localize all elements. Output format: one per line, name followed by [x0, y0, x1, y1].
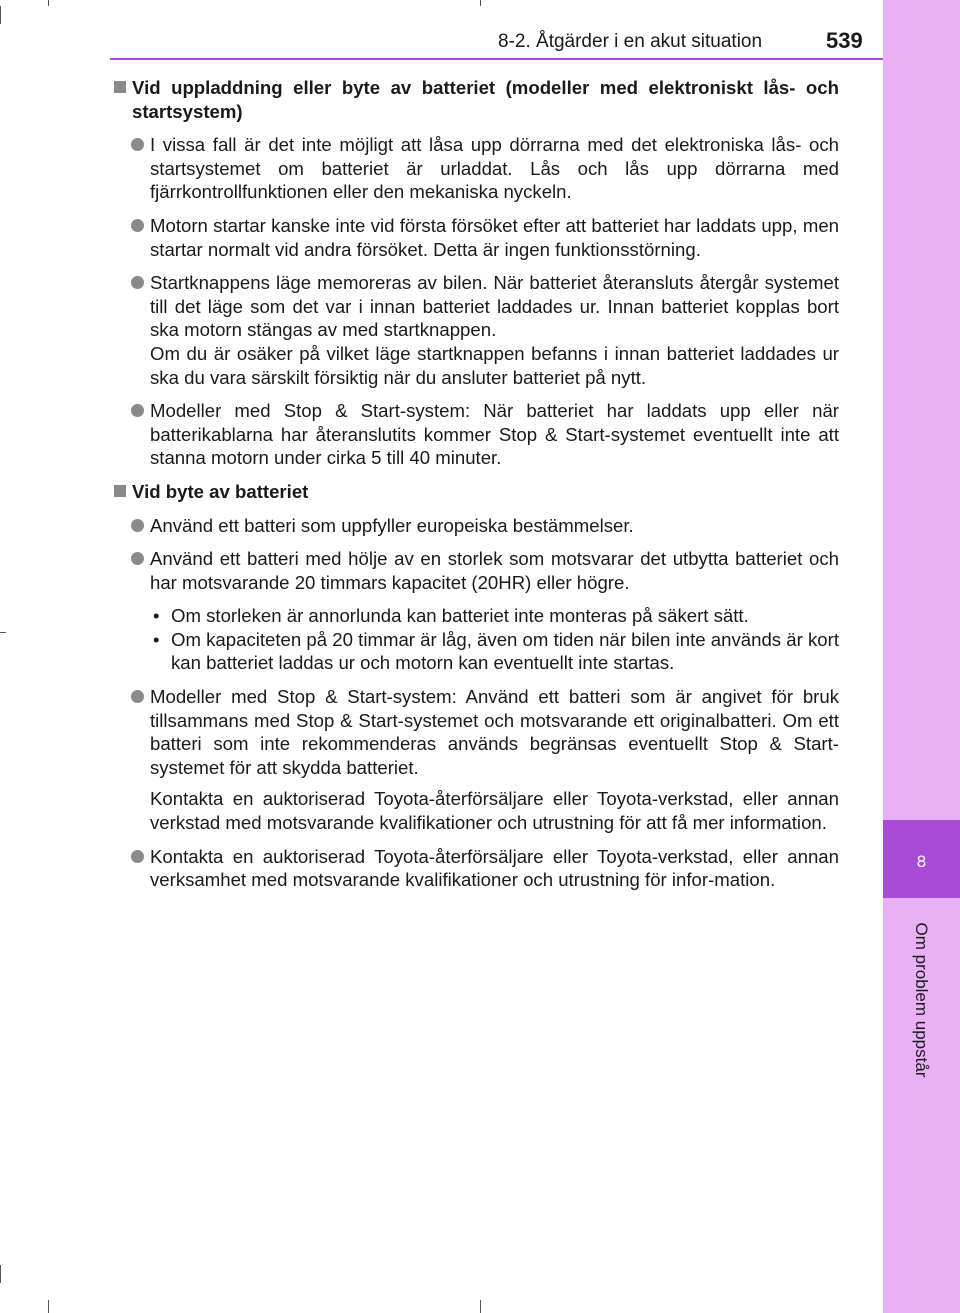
chapter-number: 8 [916, 852, 927, 871]
item-note: Om du är osäker på vilket läge startknappen befanns i innan batteriet laddades ur ska du vara särskilt försiktig när du ansluter batteriet på nytt. [150, 342, 839, 388]
list-item: Modeller med Stop & Start-system: När batteriet har laddats upp eller när batterikablarna har återanslutits kommer Stop & Start-systemet eventuellt inte att stanna motorn under cirka 5 till 40 minuter. [112, 399, 839, 470]
crop-mark [480, 1300, 481, 1313]
circle-bullet-icon [131, 519, 144, 532]
crop-mark [48, 1300, 49, 1313]
circle-bullet-icon [131, 404, 144, 417]
crop-mark [0, 1265, 1, 1283]
chapter-side-tab [883, 0, 960, 1313]
circle-bullet-icon [131, 690, 144, 703]
circle-bullet-icon [131, 276, 144, 289]
square-bullet-icon [114, 485, 126, 497]
plain-paragraph: Kontakta en auktoriserad Toyota-återförsäljare eller Toyota-verkstad, eller annan verkstad med motsvarande kvalifikationer och utrustning för att få mer information. [150, 788, 839, 834]
section-title: 8-2. Åtgärder i en akut situation [498, 31, 763, 52]
list-item: Använd ett batteri som uppfyller europeiska bestämmelser. [112, 514, 839, 538]
crop-mark [0, 632, 6, 633]
page-content [112, 76, 839, 902]
circle-bullet-icon [131, 850, 144, 863]
crop-mark [48, 0, 49, 6]
list-item: Modeller med Stop & Start-system: Använd ett batteri som är angivet för bruk tillsammans med Stop & Start-systemet och motsvarande ett originalbatteri. Om ett batteri som inte rekommenderas används begränsas eventuellt Stop & Start-systemet för att skydda batteriet. [112, 685, 839, 779]
crop-mark [0, 6, 1, 24]
section-heading: Vid uppladdning eller byte av batteriet (modeller med elektroniskt lås- och startsystem) [112, 76, 839, 123]
list-item: Motorn startar kanske inte vid första försöket efter att batteriet har laddats upp, men startar normalt vid andra försöket. Detta är ingen funktionsstörning. [112, 214, 839, 261]
sub-bullet-item: • Om kapaciteten på 20 timmar är låg, även om tiden när bilen inte används är kort kan batteriet laddas ur och motorn kan eventuellt inte startas. [153, 628, 839, 674]
sub-bullet-list [112, 604, 839, 675]
sub-bullet-item: • Om storleken är annorlunda kan batteriet inte monteras på säkert sätt. [153, 605, 749, 627]
circle-bullet-icon [131, 552, 144, 565]
list-item: Startknappens läge memoreras av bilen. När batteriet återansluts återgår systemet till det läge som det var i innan batteriet laddades ur. Innan batteriet kopplas bort ska motorn stängas av med startknappen. Om du är osäker på vilket läge startknappen befanns i innan batteriet laddades ur ska du vara särskilt försiktig när du ansluter batteriet på nytt. [112, 271, 839, 389]
list-item: I vissa fall är det inte möjligt att låsa upp dörrarna med det elektroniska lås- och startsystemet om batteriet är urladdat. Lås och lås upp dörrarna med fjärrkontrollfunktionen eller den mekaniska nyckeln. [112, 133, 839, 204]
crop-mark [480, 0, 481, 6]
circle-bullet-icon [131, 219, 144, 232]
chapter-title: Om problem uppstår [912, 922, 931, 1078]
list-item: Kontakta en auktoriserad Toyota-återförsäljare eller Toyota-verkstad, eller annan verksamhet med motsvarande kvalifikationer och utrustning för infor-mation. [112, 845, 839, 892]
header-rule [110, 58, 883, 60]
square-bullet-icon [114, 81, 126, 93]
page-number: 539 [826, 28, 863, 53]
section-heading: Vid byte av batteriet [112, 480, 839, 504]
list-item: Använd ett batteri med hölje av en storlek som motsvarar det utbytta batteriet och har motsvarande 20 timmars kapacitet (20HR) eller högre. [112, 547, 839, 594]
circle-bullet-icon [131, 138, 144, 151]
